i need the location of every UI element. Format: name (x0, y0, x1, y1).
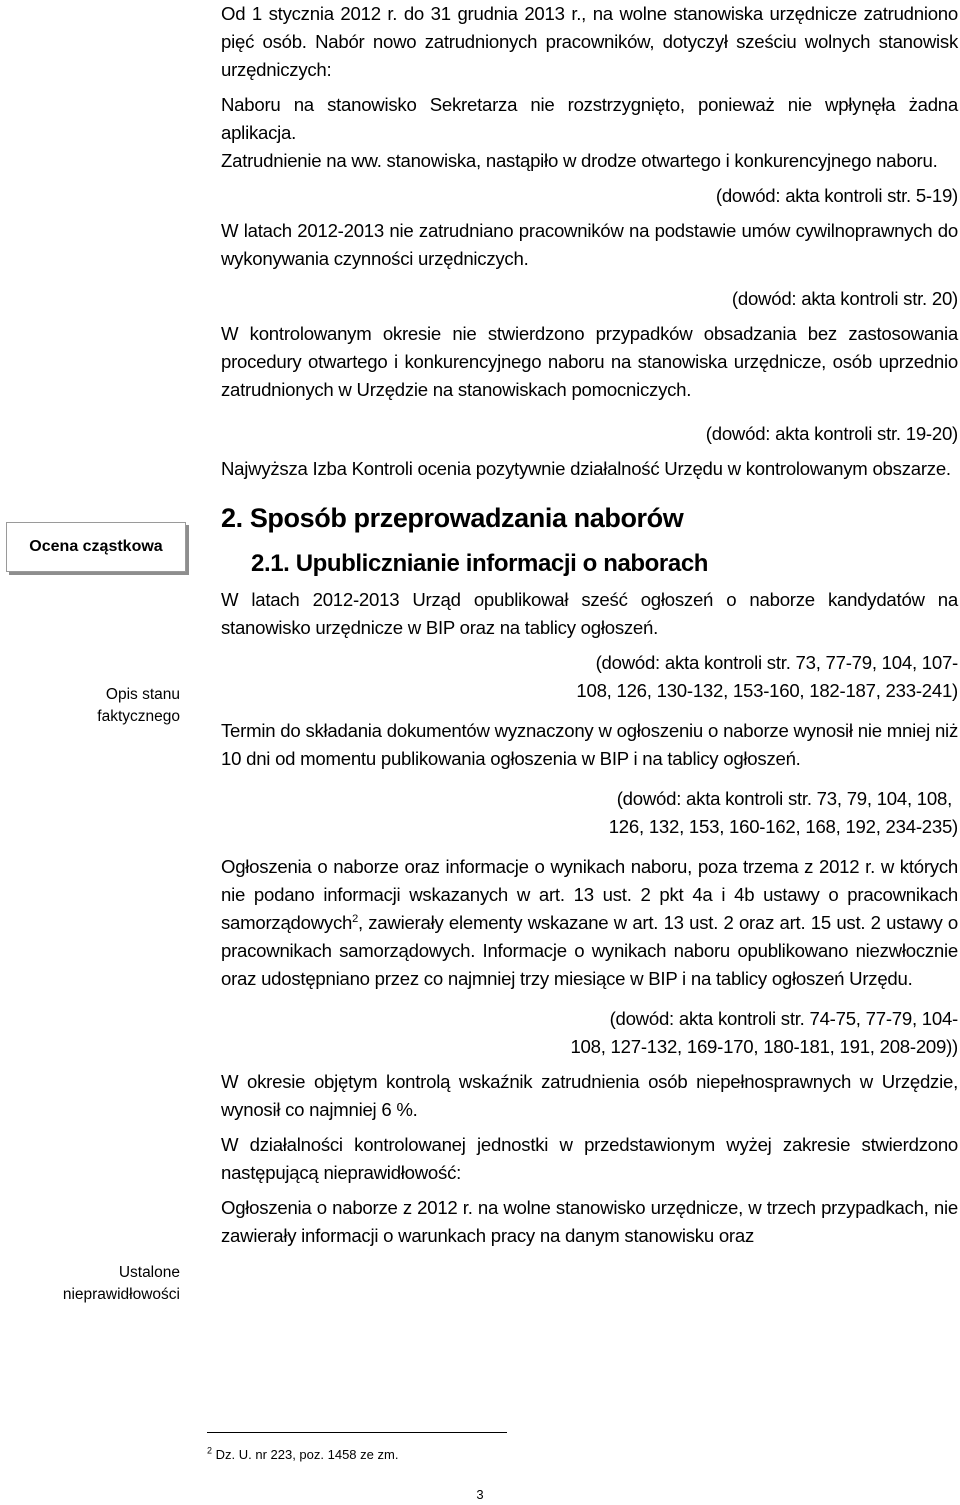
paragraph-secretary: Naboru na stanowisko Sekretarza nie rozstrzygnięto, ponieważ nie wpłynęła żadna aplikacja. (221, 94, 958, 143)
footnote-text: Dz. U. nr 223, poz. 1458 ze zm. (212, 1447, 399, 1462)
paragraph-no-cases: W kontrolowanym okresie nie stwierdzono przypadków obsadzania bez zastosowania procedury otwartego i konkurencyjnego naboru na stanowiska urzędnicze, osób uprzednio zatrudnionych w Urzędzie na stanowiskach pomocniczych. (221, 323, 958, 400)
evidence-reference: (dowód: akta kontroli str. 74-75, 77-79, 104- (609, 1008, 958, 1029)
main-text-column (221, 0, 958, 1250)
paragraph-announcements: W latach 2012-2013 Urząd opublikował sześć ogłoszeń o naborze kandydatów na stanowisko urzędnicze w BIP oraz na tablicy ogłoszeń. (221, 589, 958, 638)
evidence-reference: (dowód: akta kontroli str. 20) (731, 288, 958, 309)
footnote-separator (207, 1432, 507, 1433)
evidence-reference: 108, 126, 130-132, 153-160, 182-187, 233-241) (576, 680, 958, 701)
paragraph-hiring-summary: Od 1 stycznia 2012 r. do 31 grudnia 2013 r., na wolne stanowiska urzędnicze zatrudniono pięć osób. Nabór nowo zatrudnionych pracowników, dotyczył sześciu wolnych stanowisk urzędniczych: (221, 3, 958, 80)
footnote (207, 1447, 398, 1463)
paragraph-nik-assessment: Najwyższa Izba Kontroli ocenia pozytywnie działalność Urzędu w kontrolowanym obszarze. (221, 458, 951, 479)
side-label-line: nieprawidłowości (62, 1286, 180, 1303)
paragraph-irregularity: Ogłoszenia o naborze z 2012 r. na wolne stanowisko urzędnicze, w trzech przypadkach, nie zawierały informacji o warunkach pracy na danym stanowisku oraz (221, 1197, 958, 1246)
assessment-box (6, 522, 186, 572)
text-run: Ogłoszenia o naborze oraz informacje o wynikach naboru, poza trzema z 2012 r. w których nie podano informacji wskazanych w art. 13 ust. 2 pkt 4a i 4b ustawy o pracownikach samorządowych (221, 856, 958, 933)
evidence-reference: (dowód: akta kontroli str. 73, 77-79, 104, 107- (595, 652, 958, 673)
evidence-reference: (dowód: akta kontroli str. 73, 79, 104, 108, (616, 788, 952, 809)
evidence-reference: 108, 127-132, 169-170, 180-181, 191, 208-209)) (570, 1036, 958, 1057)
assessment-box-label: Ocena cząstkowa (29, 538, 163, 555)
paragraph-announcement-contents (221, 853, 958, 993)
paragraph-irregularity-intro: W działalności kontrolowanej jednostki w przedstawionym wyżej zakresie stwierdzono następującą nieprawidłowość: (221, 1134, 958, 1183)
side-label-line: faktycznego (97, 708, 180, 725)
footnote-number: 2 (207, 1445, 213, 1456)
paragraph-disability-index: W okresie objętym kontrolą wskaźnik zatrudnienia osób niepełnosprawnych w Urzędzie, wynosił co najmniej 6 %. (221, 1071, 958, 1120)
subsection-heading: 2.1. Upublicznianie informacji o naborach (251, 550, 709, 577)
evidence-reference: (dowód: akta kontroli str. 19-20) (705, 423, 958, 444)
side-label-factual-state (6, 684, 180, 728)
footnote-marker: 2 (352, 912, 358, 925)
paragraph-deadline: Termin do składania dokumentów wyznaczony w ogłoszeniu o naborze wynosił nie mniej niż 10 dni od momentu publikowania ogłoszenia w BIP i na tablicy ogłoszeń. (221, 720, 958, 769)
side-label-irregularities (6, 1262, 180, 1306)
evidence-reference: (dowód: akta kontroli str. 5-19) (715, 185, 958, 206)
section-heading: 2. Sposób przeprowadzania naborów (221, 503, 684, 533)
side-label-line: Opis stanu (105, 686, 180, 703)
side-label-line: Ustalone (118, 1264, 180, 1281)
paragraph-employment: Zatrudnienie na ww. stanowiska, nastąpiło w drodze otwartego i konkurencyjnego naboru. (221, 150, 938, 171)
paragraph-civil-contracts: W latach 2012-2013 nie zatrudniano pracowników na podstawie umów cywilnoprawnych do wykonywania czynności urzędniczych. (221, 220, 958, 269)
evidence-reference: 126, 132, 153, 160-162, 168, 192, 234-235) (608, 816, 958, 837)
page-number: 3 (476, 1487, 484, 1502)
text-run: , zawierały elementy wskazane w art. 13 ust. 2 oraz art. 15 ust. 2 ustawy o pracownikach samorządowych. Informacje o wynikach naboru opublikowano niezwłocznie oraz udostępniano przez co najmniej trzy miesiące w BIP i na tablicy ogłoszeń Urzędu. (221, 912, 958, 989)
